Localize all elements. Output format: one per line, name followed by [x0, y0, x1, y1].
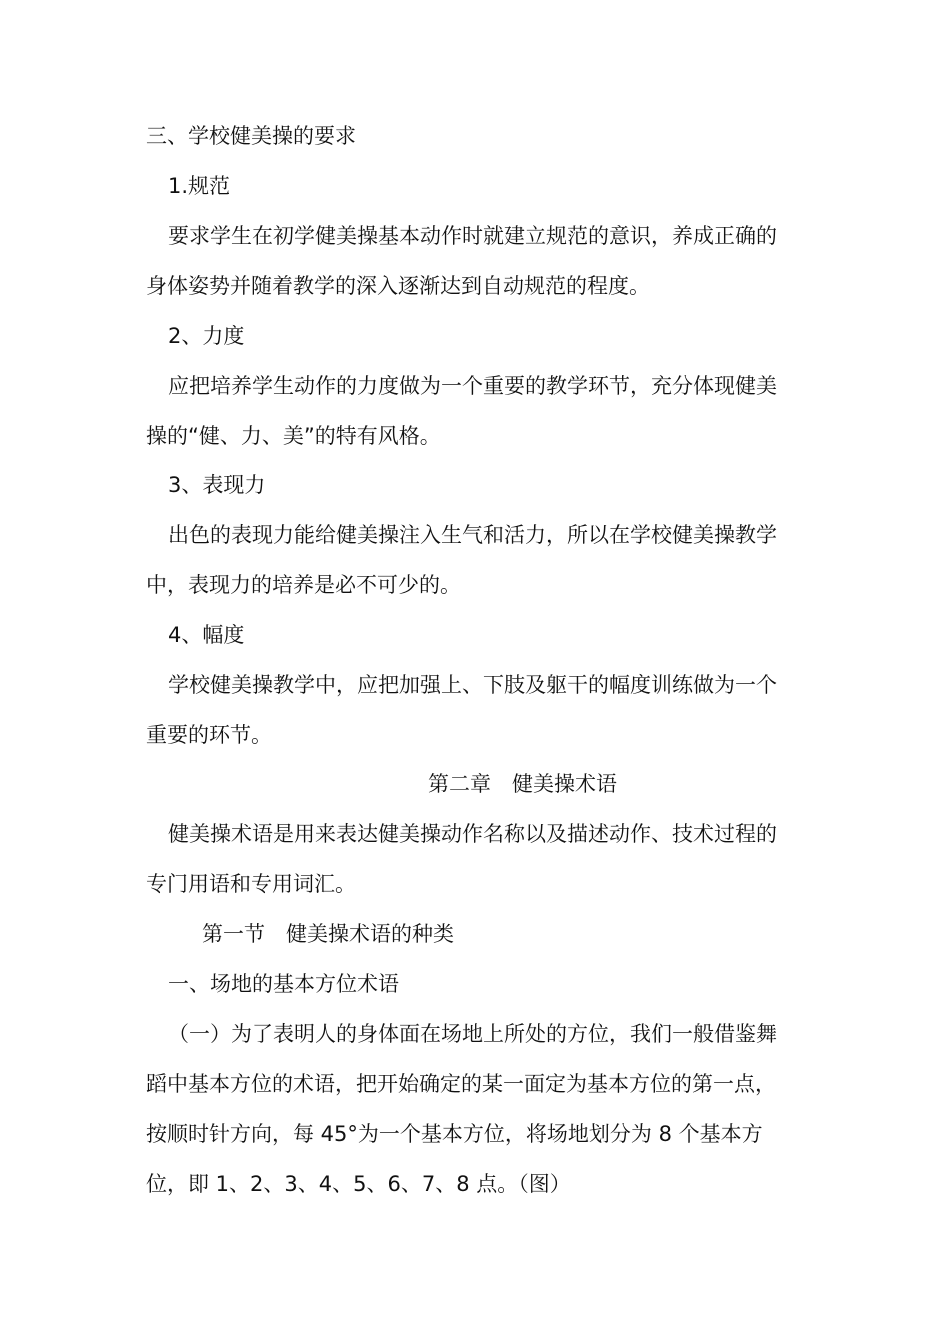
heading-school-aerobics-requirements: 三、学校健美操的要求 [146, 124, 356, 148]
item-2-title: 2、力度 [168, 324, 245, 348]
item-1-title: 1.规范 [168, 174, 231, 198]
item-2-line-1: 应把培养学生动作的力度做为一个重要的教学环节，充分体现健美 [168, 374, 777, 398]
chapter-intro-line-1: 健美操术语是用来表达健美操动作名称以及描述动作、技术过程的 [168, 822, 777, 846]
item-3-line-2: 中，表现力的培养是必不可少的。 [146, 573, 461, 597]
sub-heading-basic-directions: 一、场地的基本方位术语 [168, 972, 399, 996]
item-4-line-1: 学校健美操教学中，应把加强上、下肢及躯干的幅度训练做为一个 [168, 673, 777, 697]
para-1-line-1: （一）为了表明人的身体面在场地上所处的方位，我们一般借鉴舞 [168, 1022, 777, 1046]
para-1-line-2: 蹈中基本方位的术语，把开始确定的某一面定为基本方位的第一点， [146, 1072, 776, 1096]
item-2-line-2: 操的“健、力、美”的特有风格。 [146, 424, 441, 448]
chapter-intro-line-2: 专门用语和专用词汇。 [146, 872, 356, 896]
item-4-line-2: 重要的环节。 [146, 723, 272, 747]
section-title: 第一节 健美操术语的种类 [202, 922, 454, 946]
item-3-line-1: 出色的表现力能给健美操注入生气和活力，所以在学校健美操教学 [168, 523, 777, 547]
item-1-line-1: 要求学生在初学健美操基本动作时就建立规范的意识，养成正确的 [168, 224, 777, 248]
item-4-title: 4、幅度 [168, 623, 245, 647]
item-3-title: 3、表现力 [168, 473, 266, 497]
item-1-line-2: 身体姿势并随着教学的深入逐渐达到自动规范的程度。 [146, 274, 650, 298]
para-1-line-3: 按顺时针方向，每 45°为一个基本方位，将场地划分为 8 个基本方 [146, 1122, 763, 1146]
para-1-line-4: 位，即 1、2、3、4、5、6、7、8 点。（图） [146, 1172, 571, 1196]
chapter-title: 第二章 健美操术语 [428, 772, 617, 796]
